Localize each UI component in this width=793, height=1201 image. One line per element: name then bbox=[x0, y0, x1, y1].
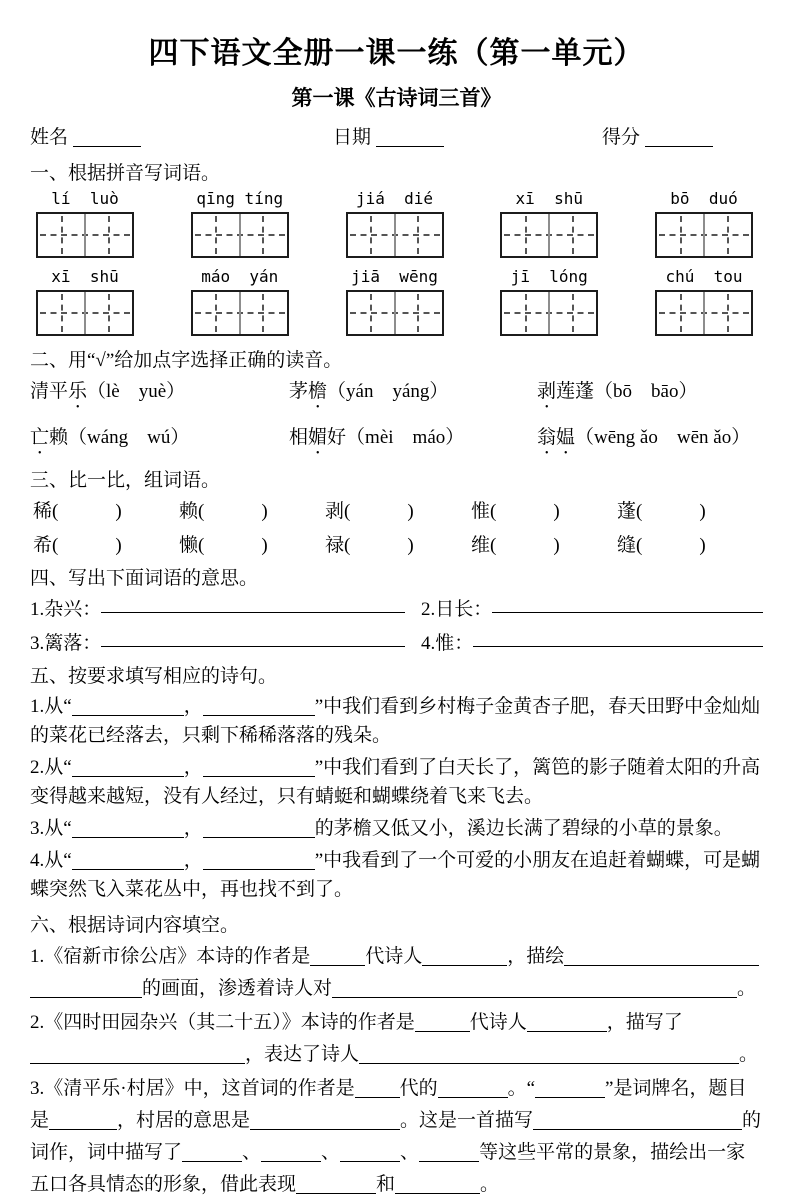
answer-blank[interactable] bbox=[310, 947, 365, 966]
word-group-blank[interactable]: 稀( ) bbox=[33, 501, 122, 522]
score-field bbox=[602, 122, 713, 149]
pronunciation-choice[interactable] bbox=[537, 422, 763, 459]
name-label: 姓名 bbox=[30, 127, 69, 148]
answer-blank[interactable] bbox=[533, 1111, 742, 1130]
section6-heading: 六、根据诗词内容填空。 bbox=[30, 915, 240, 936]
pinyin-label: jiá dié bbox=[355, 189, 434, 208]
meaning-label: 3.篱落： bbox=[30, 633, 102, 654]
tianzige-box[interactable] bbox=[500, 212, 598, 258]
dotted-char: 亡 bbox=[30, 427, 50, 448]
grid-divider bbox=[239, 292, 241, 334]
question-text: 。“ bbox=[507, 1078, 536, 1099]
grid-divider bbox=[394, 214, 396, 256]
section1-heading: 一、根据拼音写词语。 bbox=[30, 163, 221, 184]
answer-blank[interactable] bbox=[535, 1079, 605, 1098]
answer-blank[interactable] bbox=[564, 947, 759, 966]
answer-blank[interactable] bbox=[203, 819, 315, 838]
answer-blank[interactable] bbox=[332, 979, 737, 998]
question-text: 的词作，词中描写了 bbox=[30, 1110, 762, 1163]
meaning-item bbox=[421, 628, 763, 655]
dotted-char: 檐 bbox=[308, 381, 328, 402]
section5-heading: 五、按要求填写相应的诗句。 bbox=[30, 666, 278, 687]
word-group-blank[interactable]: 蓬( ) bbox=[617, 501, 706, 522]
question-text: 、 bbox=[400, 1142, 420, 1163]
tianzige-box[interactable] bbox=[346, 290, 444, 336]
question-text: ， bbox=[183, 757, 203, 778]
word-text: 好 bbox=[327, 427, 347, 448]
question-text: 、 bbox=[242, 1142, 262, 1163]
question-text: ，表达了诗人 bbox=[245, 1044, 360, 1065]
meaning-item bbox=[30, 594, 405, 621]
tianzige-box[interactable] bbox=[500, 290, 598, 336]
pinyin-group bbox=[191, 267, 289, 336]
answer-blank[interactable] bbox=[492, 594, 763, 613]
word-group-blank[interactable]: 懒( ) bbox=[179, 535, 268, 556]
answer-blank[interactable] bbox=[359, 1045, 739, 1064]
question-text: ，描绘 bbox=[507, 946, 565, 967]
tianzige-box[interactable] bbox=[36, 212, 134, 258]
pinyin-options: （bō bāo） bbox=[594, 381, 698, 402]
question-text: 等这些平常的景象，描绘出一家五口各具情态的形象，借此表现 bbox=[30, 1142, 746, 1195]
answer-blank[interactable] bbox=[296, 1175, 376, 1194]
answer-blank[interactable] bbox=[72, 697, 184, 716]
dotted-char: 乐 bbox=[68, 381, 88, 402]
meaning-item bbox=[30, 628, 405, 655]
word-text: 清平 bbox=[30, 381, 69, 402]
grid-divider bbox=[84, 214, 86, 256]
grid-divider bbox=[84, 292, 86, 334]
pinyin-label: jiā wēng bbox=[351, 267, 438, 286]
pinyin-group bbox=[655, 267, 753, 336]
pinyin-options: （yán yáng） bbox=[327, 381, 449, 402]
tianzige-box[interactable] bbox=[346, 212, 444, 258]
pinyin-group bbox=[500, 267, 598, 336]
answer-blank[interactable] bbox=[49, 1111, 117, 1130]
grid-divider bbox=[394, 292, 396, 334]
pronunciation-choice[interactable] bbox=[289, 422, 537, 459]
poem-line-question bbox=[30, 846, 763, 904]
meaning-label: 4.惟： bbox=[421, 633, 474, 654]
pinyin-options: （wēng ǎo wēn ǎo） bbox=[575, 427, 751, 448]
answer-blank[interactable] bbox=[203, 851, 315, 870]
answer-blank[interactable] bbox=[261, 1143, 321, 1162]
date-field bbox=[333, 122, 444, 149]
answer-blank[interactable] bbox=[101, 594, 405, 613]
answer-blank[interactable] bbox=[101, 628, 405, 647]
question-text: 、 bbox=[321, 1142, 341, 1163]
answer-blank[interactable] bbox=[438, 1079, 508, 1098]
pinyin-group bbox=[346, 267, 444, 336]
question-text: ”中我们看到了白天长了，篱笆的影子随着太阳的升高变得越来越短，没有人经过，只有蜻蜓和蝴蝶绕着飞来飞去。 bbox=[30, 757, 761, 807]
score-blank[interactable] bbox=[645, 128, 713, 147]
date-label: 日期 bbox=[333, 127, 372, 148]
pinyin-label: qīng tíng bbox=[196, 189, 284, 208]
question-text: ”是词牌名，题目是 bbox=[30, 1078, 747, 1131]
section2-heading: 二、用“√”给加点字选择正确的读音。 bbox=[30, 350, 343, 371]
compare-words-grid bbox=[30, 496, 763, 557]
pinyin-group bbox=[36, 267, 134, 336]
word-group-blank[interactable]: 剥( ) bbox=[325, 501, 414, 522]
answer-blank[interactable] bbox=[72, 758, 184, 777]
question-text: ， bbox=[183, 696, 203, 717]
word-text: 相 bbox=[289, 427, 309, 448]
section3-heading: 三、比一比，组词语。 bbox=[30, 470, 221, 491]
poem-line-question bbox=[30, 814, 763, 843]
grid-divider bbox=[703, 292, 705, 334]
question-text: ”中我看到了一个可爱的小朋友在追赶着蝴蝶，可是蝴蝶突然飞入菜花丛中，再也找不到了。 bbox=[30, 850, 761, 900]
question-text: 2.《四时田园杂兴（其二十五）》本诗的作者是 bbox=[30, 1012, 415, 1033]
question-text: 代诗人 bbox=[365, 946, 423, 967]
fill-in-question bbox=[30, 1073, 763, 1201]
answer-blank[interactable] bbox=[422, 947, 507, 966]
name-field bbox=[30, 122, 141, 149]
pinyin-label: xī shū bbox=[51, 267, 119, 286]
grid-divider bbox=[703, 214, 705, 256]
answer-blank[interactable] bbox=[30, 1045, 245, 1064]
word-group-blank[interactable]: 禄( ) bbox=[325, 535, 414, 556]
name-blank[interactable] bbox=[73, 128, 141, 147]
pinyin-label: xī shū bbox=[515, 189, 583, 208]
tianzige-box[interactable] bbox=[191, 212, 289, 258]
pinyin-label: máo yán bbox=[201, 267, 279, 286]
pinyin-group bbox=[191, 189, 289, 258]
meaning-label: 2.日长： bbox=[421, 599, 493, 620]
fill-in-question bbox=[30, 941, 763, 1005]
answer-blank[interactable] bbox=[419, 1143, 479, 1162]
question-text: 代诗人 bbox=[469, 1012, 527, 1033]
meaning-item bbox=[421, 594, 763, 621]
question-text: 3.从“ bbox=[30, 818, 72, 839]
pronunciation-choice[interactable] bbox=[289, 376, 537, 413]
word-text: 赖 bbox=[49, 427, 69, 448]
question-text: 。这是一首描写 bbox=[400, 1110, 534, 1131]
answer-blank[interactable] bbox=[72, 851, 184, 870]
answer-blank[interactable] bbox=[473, 628, 763, 647]
grid-divider bbox=[239, 214, 241, 256]
word-text: 茅 bbox=[289, 381, 309, 402]
word-text: 莲蓬 bbox=[556, 381, 595, 402]
answer-blank[interactable] bbox=[340, 1143, 400, 1162]
word-group-blank[interactable]: 赖( ) bbox=[179, 501, 268, 522]
section4-heading: 四、写出下面词语的意思。 bbox=[30, 568, 259, 589]
pinyin-label: chú tou bbox=[665, 267, 743, 286]
pronunciation-choice[interactable] bbox=[30, 376, 289, 413]
answer-blank[interactable] bbox=[395, 1175, 480, 1194]
meta-row bbox=[30, 120, 763, 152]
question-text: 1.从“ bbox=[30, 696, 72, 717]
pinyin-label: lí luò bbox=[51, 189, 119, 208]
pronunciation-choice[interactable] bbox=[30, 422, 289, 459]
question-text: 2.从“ bbox=[30, 757, 72, 778]
tianzige-box[interactable] bbox=[655, 212, 753, 258]
question-text: ， bbox=[183, 818, 203, 839]
question-text: 。 bbox=[737, 978, 757, 999]
page-title: 四下语文全册一课一练（第一单元） bbox=[148, 37, 645, 70]
meaning-label: 1.杂兴： bbox=[30, 599, 102, 620]
pinyin-row-2 bbox=[30, 267, 763, 336]
pinyin-options: （lè yuè） bbox=[87, 381, 186, 402]
date-blank[interactable] bbox=[376, 128, 444, 147]
question-text: 和 bbox=[376, 1174, 396, 1195]
question-text: 。 bbox=[739, 1044, 759, 1065]
answer-blank[interactable] bbox=[250, 1111, 400, 1130]
pinyin-label: bō duó bbox=[670, 189, 738, 208]
score-label: 得分 bbox=[602, 127, 641, 148]
word-group-blank[interactable]: 希( ) bbox=[33, 535, 122, 556]
pinyin-row-1 bbox=[30, 189, 763, 258]
tianzige-box[interactable] bbox=[191, 290, 289, 336]
question-text: 。 bbox=[480, 1174, 500, 1195]
answer-blank[interactable] bbox=[203, 697, 315, 716]
pinyin-options: （wáng wú） bbox=[68, 427, 190, 448]
answer-blank[interactable] bbox=[72, 819, 184, 838]
word-group-blank[interactable]: 维( ) bbox=[471, 535, 560, 556]
grid-divider bbox=[548, 292, 550, 334]
word-group-blank[interactable]: 惟( ) bbox=[471, 501, 560, 522]
pinyin-group bbox=[346, 189, 444, 258]
pinyin-group bbox=[500, 189, 598, 258]
page-subtitle: 第一课《古诗词三首》 bbox=[291, 87, 502, 110]
answer-blank[interactable] bbox=[30, 979, 142, 998]
question-text: 的画面，渗透着诗人对 bbox=[142, 978, 333, 999]
dotted-char: 翁媪 bbox=[537, 427, 576, 448]
question-text: 的茅檐又低又小，溪边长满了碧绿的小草的景象。 bbox=[314, 818, 733, 839]
answer-blank[interactable] bbox=[182, 1143, 242, 1162]
grid-divider bbox=[548, 214, 550, 256]
pronunciation-choice[interactable] bbox=[537, 376, 763, 413]
question-text: ，描写了 bbox=[606, 1012, 683, 1033]
pinyin-label: jī lóng bbox=[510, 267, 588, 286]
question-text: 代的 bbox=[399, 1078, 438, 1099]
tianzige-box[interactable] bbox=[36, 290, 134, 336]
tianzige-box[interactable] bbox=[655, 290, 753, 336]
word-meaning-grid bbox=[30, 594, 763, 655]
question-text: ， bbox=[183, 850, 203, 871]
question-text: 1.《宿新市徐公店》本诗的作者是 bbox=[30, 946, 311, 967]
pronunciation-grid bbox=[30, 376, 763, 459]
question-text: ”中我们看到乡村梅子金黄杏子肥，春天田野中金灿灿的菜花已经落去，只剩下稀稀落落的残朵。 bbox=[30, 696, 761, 746]
question-text: 4.从“ bbox=[30, 850, 72, 871]
answer-blank[interactable] bbox=[527, 1013, 607, 1032]
answer-blank[interactable] bbox=[203, 758, 315, 777]
poem-line-question bbox=[30, 692, 763, 750]
dotted-char: 剥 bbox=[537, 381, 557, 402]
pinyin-group bbox=[655, 189, 753, 258]
pinyin-options: （mèi máo） bbox=[346, 427, 465, 448]
pinyin-group bbox=[36, 189, 134, 258]
question-text: ，村居的意思是 bbox=[117, 1110, 251, 1131]
answer-blank[interactable] bbox=[415, 1013, 470, 1032]
fill-in-question bbox=[30, 1007, 763, 1071]
dotted-char: 媚 bbox=[308, 427, 328, 448]
answer-blank[interactable] bbox=[355, 1079, 400, 1098]
poem-line-question bbox=[30, 753, 763, 811]
word-group-blank[interactable]: 缝( ) bbox=[617, 535, 706, 556]
question-text: 3.《清平乐·村居》中，这首词的作者是 bbox=[30, 1078, 355, 1099]
